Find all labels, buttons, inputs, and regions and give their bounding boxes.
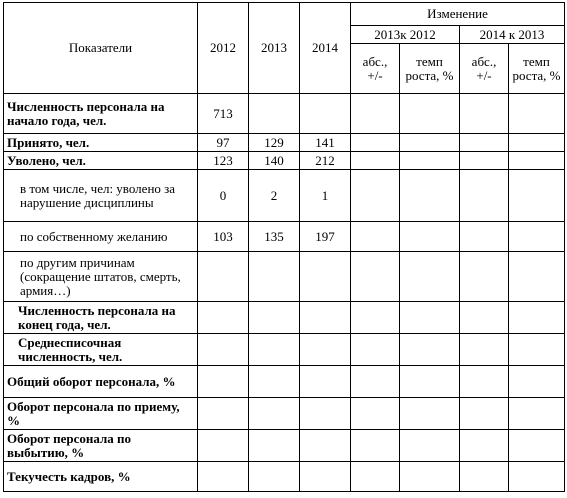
cell-2013	[249, 252, 300, 302]
cell-2013: 129	[249, 134, 300, 152]
cell-abs-2	[460, 222, 509, 252]
cell-2014: 212	[300, 152, 351, 170]
cell-2012: 0	[198, 170, 249, 222]
cell-2013	[249, 462, 300, 492]
cell-abs-1	[351, 152, 400, 170]
header-period-2014-vs-2013: 2014 к 2013	[460, 26, 565, 44]
cell-2014	[300, 334, 351, 366]
row-label: по другим причинам (сокращение штатов, смерть, армия…)	[4, 252, 198, 302]
cell-rate-1	[400, 462, 460, 492]
cell-rate-2	[509, 152, 565, 170]
cell-abs-2	[460, 94, 509, 134]
header-rate-2: темп роста, %	[509, 44, 565, 94]
cell-abs-1	[351, 134, 400, 152]
cell-rate-1	[400, 302, 460, 334]
cell-rate-2	[509, 252, 565, 302]
cell-rate-1	[400, 334, 460, 366]
cell-rate-2	[509, 334, 565, 366]
cell-2014	[300, 462, 351, 492]
cell-abs-1	[351, 252, 400, 302]
cell-2012	[198, 252, 249, 302]
cell-abs-1	[351, 94, 400, 134]
cell-2013: 2	[249, 170, 300, 222]
cell-rate-1	[400, 170, 460, 222]
cell-2012	[198, 334, 249, 366]
cell-abs-1	[351, 170, 400, 222]
header-year-2013: 2013	[249, 3, 300, 94]
header-abs-1: абс., +/-	[351, 44, 400, 94]
cell-abs-1	[351, 462, 400, 492]
cell-rate-2	[509, 170, 565, 222]
cell-2014	[300, 252, 351, 302]
table-row	[4, 334, 565, 366]
cell-2012: 123	[198, 152, 249, 170]
cell-abs-2	[460, 462, 509, 492]
table-row	[4, 94, 565, 134]
cell-2013	[249, 366, 300, 398]
cell-2014	[300, 430, 351, 462]
cell-rate-1	[400, 152, 460, 170]
cell-2013: 140	[249, 152, 300, 170]
cell-abs-1	[351, 302, 400, 334]
cell-2013: 135	[249, 222, 300, 252]
cell-abs-1	[351, 222, 400, 252]
table-row	[4, 366, 565, 398]
cell-2013	[249, 302, 300, 334]
cell-rate-2	[509, 222, 565, 252]
cell-abs-2	[460, 398, 509, 430]
cell-2013	[249, 334, 300, 366]
cell-abs-2	[460, 252, 509, 302]
cell-2012: 97	[198, 134, 249, 152]
cell-abs-1	[351, 366, 400, 398]
cell-2013	[249, 94, 300, 134]
cell-rate-2	[509, 430, 565, 462]
cell-2014	[300, 94, 351, 134]
cell-rate-2	[509, 366, 565, 398]
table-row	[4, 222, 565, 252]
table-row	[4, 462, 565, 492]
cell-abs-2	[460, 134, 509, 152]
cell-abs-2	[460, 302, 509, 334]
cell-rate-1	[400, 366, 460, 398]
header-year-2012: 2012	[198, 3, 249, 94]
header-rate-1: темп роста, %	[400, 44, 460, 94]
row-label: Общий оборот персонала, %	[4, 366, 198, 398]
table-row	[4, 252, 565, 302]
cell-abs-1	[351, 398, 400, 430]
cell-rate-1	[400, 134, 460, 152]
table-row	[4, 134, 565, 152]
cell-abs-2	[460, 170, 509, 222]
cell-2014	[300, 302, 351, 334]
cell-rate-1	[400, 252, 460, 302]
cell-2013	[249, 398, 300, 430]
cell-rate-1	[400, 398, 460, 430]
cell-rate-2	[509, 398, 565, 430]
cell-2014	[300, 398, 351, 430]
cell-abs-2	[460, 430, 509, 462]
cell-2012	[198, 430, 249, 462]
header-abs-2: абс., +/-	[460, 44, 509, 94]
cell-2014: 141	[300, 134, 351, 152]
staff-movement-table	[3, 2, 565, 492]
cell-rate-1	[400, 430, 460, 462]
cell-abs-2	[460, 334, 509, 366]
header-year-2014: 2014	[300, 3, 351, 94]
row-label: Среднесписочная численность, чел.	[4, 334, 198, 366]
cell-2012	[198, 302, 249, 334]
cell-rate-2	[509, 94, 565, 134]
cell-rate-2	[509, 302, 565, 334]
row-label: по собственному желанию	[4, 222, 198, 252]
cell-2012: 103	[198, 222, 249, 252]
cell-2014	[300, 366, 351, 398]
cell-abs-1	[351, 430, 400, 462]
header-row-1	[4, 3, 565, 26]
row-label: Численность персонала на конец года, чел.	[4, 302, 198, 334]
table-row	[4, 430, 565, 462]
cell-2012	[198, 462, 249, 492]
row-label: Уволено, чел.	[4, 152, 198, 170]
cell-2014: 1	[300, 170, 351, 222]
header-change: Изменение	[351, 3, 565, 26]
row-label: Принято, чел.	[4, 134, 198, 152]
row-label: Оборот персонала по выбытию, %	[4, 430, 198, 462]
header-indicators: Показатели	[4, 3, 198, 94]
row-label: в том числе, чел: уволено за нарушение дисциплины	[4, 170, 198, 222]
table-row	[4, 398, 565, 430]
cell-2012	[198, 366, 249, 398]
row-label: Оборот персонала по приему, %	[4, 398, 198, 430]
table-row	[4, 152, 565, 170]
header-period-2013-vs-2012: 2013к 2012	[351, 26, 460, 44]
table-row	[4, 302, 565, 334]
row-label: Текучесть кадров, %	[4, 462, 198, 492]
cell-rate-1	[400, 222, 460, 252]
table-row	[4, 170, 565, 222]
cell-abs-2	[460, 152, 509, 170]
cell-rate-1	[400, 94, 460, 134]
cell-abs-1	[351, 334, 400, 366]
cell-rate-2	[509, 134, 565, 152]
cell-2012: 713	[198, 94, 249, 134]
cell-abs-2	[460, 366, 509, 398]
cell-rate-2	[509, 462, 565, 492]
cell-2013	[249, 430, 300, 462]
cell-2014: 197	[300, 222, 351, 252]
row-label: Численность персонала на начало года, чел.	[4, 94, 198, 134]
cell-2012	[198, 398, 249, 430]
